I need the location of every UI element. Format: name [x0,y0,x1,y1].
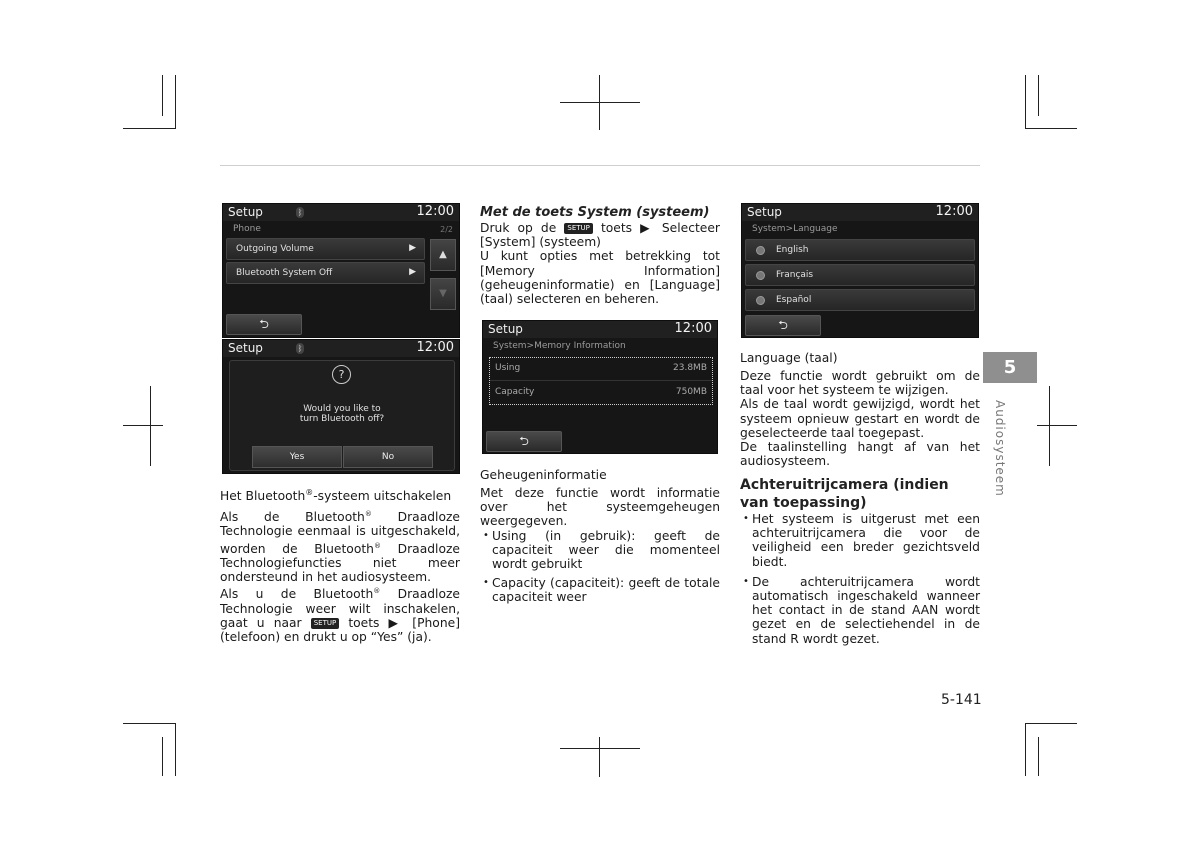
list-item: • Het systeem is uitgerust met een achteruitrijcamera die voor de veiligheid een breder gezichtsveld biedt. [740,512,980,569]
memory-information-screen [482,320,718,454]
text-run: toets ▶ [Phone] (telefoon) en drukt u op “Yes” (ja). [220,615,460,644]
memory-row-label: Capacity [495,387,535,397]
paragraph [220,507,460,584]
paragraph: De taalinstelling hangt af van het audiosysteem. [740,440,980,469]
back-arrow-icon: ⮌ [778,318,788,332]
crop-mark [1025,723,1026,776]
crop-mark [599,75,600,130]
memory-row-label: Using [495,363,521,373]
col2-memory-body [480,486,720,610]
paragraph [220,584,460,644]
list-item: • Capacity (capaciteit): geeft de totale capaciteit weer [480,576,720,604]
setup-key-icon: SETUP [311,618,340,629]
bullet-list [480,529,720,605]
crop-mark [1038,737,1039,776]
language-option-francais[interactable] [745,264,975,286]
chapter-title: Audiosysteem [993,400,1007,497]
no-button[interactable]: No [343,446,433,468]
dialog-message-line: Would you like to [303,404,381,414]
memory-row-value: 23.8MB [673,363,707,373]
list-item: • De achteruitrijcamera wordt automatisch ingeschakeld wanneer het contact in de stand AAN wordt gezet en de selectiehendel in de stand R wordt gezet. [740,575,980,646]
crop-mark [1025,75,1026,128]
text-run: Draadloze Technologie eenmaal is uitgeschakeld, worden de Bluetooth [220,510,460,556]
crop-mark [123,128,176,129]
scroll-down-button[interactable]: ▼ [430,278,456,310]
clock: 12:00 [674,321,712,336]
chevron-right-icon: ▶ [409,243,416,253]
header-rule [220,165,980,166]
question-icon: ? [332,365,351,384]
language-screen [741,203,979,338]
text-run: Als de Bluetooth [220,510,365,525]
screen-subtitle: Phone [233,224,261,234]
dialog-message-line: turn Bluetooth off? [299,414,385,424]
crop-mark [1037,425,1077,426]
text-run: Druk op de [480,221,557,235]
dialog-box [229,360,455,471]
section-heading-camera: Achteruitrijcamera (indien van toepassing) [740,477,949,511]
registered-mark: ® [373,587,381,596]
yes-button[interactable]: Yes [252,446,342,468]
back-button[interactable] [745,315,821,336]
chevron-right-icon: ▶ [409,267,416,277]
language-label: Español [776,295,812,305]
screen-subtitle: System>Language [752,224,838,234]
language-label: Français [776,270,814,280]
memory-info-panel [489,357,713,405]
crop-mark [123,723,176,724]
crop-mark [1025,128,1077,129]
registered-mark: ® [373,541,381,550]
page-indicator: 2/2 [440,225,453,234]
list-item: • Using (in gebruik): geeft de capaciteit weer die momenteel wordt gebruikt [480,529,720,572]
crop-mark [175,75,176,128]
radio-icon [756,296,765,305]
crop-mark [599,737,600,777]
sub-heading-memory: Geheugeninformatie [480,468,607,482]
bullet-list [740,512,980,646]
scroll-up-button[interactable]: ▲ [430,239,456,271]
col2-intro [480,221,720,306]
heading-text: Het Bluetooth [220,489,306,504]
paragraph: Met deze functie wordt informatie over het systeemgeheugen weergegeven. [480,486,720,529]
crop-mark [175,723,176,776]
registered-mark: ® [305,488,314,497]
paragraph [480,221,720,249]
sub-heading-language: Language (taal) [740,351,838,365]
col1-body [220,507,460,644]
page-number: 5-141 [941,692,982,708]
bluetooth-menu-screen [222,203,460,338]
radio-icon [756,246,765,255]
menu-item-label: Outgoing Volume [236,244,314,254]
back-arrow-icon: ⮌ [259,317,269,331]
crop-mark [1025,723,1077,724]
bluetooth-off-dialog-screen [222,339,460,474]
clock: 12:00 [416,204,454,219]
screen-title: Setup [228,205,263,219]
heading-text: -systeem uitschakelen [313,489,452,504]
bluetooth-icon: ᛒ [297,208,303,217]
screen-title: Setup [747,205,782,219]
crop-mark [123,425,163,426]
text-run: Als u de Bluetooth [220,587,374,602]
menu-item-outgoing-volume[interactable] [226,238,425,260]
section-heading-bluetooth-off [220,488,460,503]
crop-mark [162,75,163,116]
crop-mark [560,748,640,749]
screen-subtitle: System>Memory Information [493,341,626,351]
back-arrow-icon: ⮌ [519,434,529,448]
back-button[interactable] [486,431,562,452]
menu-item-label: Bluetooth System Off [236,268,333,278]
registered-mark: ® [364,510,372,518]
text-run: Draadloze Technologie weer wilt inschakelen, gaat u naar [220,587,460,630]
screen-title: Setup [228,341,263,355]
paragraph: Als de taal wordt gewijzigd, wordt het systeem opnieuw gestart en wordt de geselecteerde taal toegepast. [740,397,980,440]
bluetooth-icon: ᛒ [297,344,303,353]
crop-mark [162,737,163,776]
memory-row-using [490,358,712,381]
crop-mark [560,102,640,103]
paragraph: Deze functie wordt gebruikt om de taal voor het systeem te wijzigen. [740,369,980,398]
chapter-number-tab: 5 [983,352,1037,383]
col3-camera-body [740,512,980,651]
col3-language-body [740,369,980,468]
language-option-espanol[interactable] [745,289,975,311]
clock: 12:00 [935,204,973,219]
radio-icon [756,271,765,280]
crop-mark [1049,386,1050,466]
language-label: English [776,245,809,255]
setup-key-icon: SETUP [564,223,593,234]
language-option-english[interactable] [745,239,975,261]
text-run: Draadloze Technologiefuncties niet meer ondersteund in het audiosysteem. [220,541,460,584]
back-button[interactable] [226,314,302,335]
menu-item-bluetooth-system-off[interactable] [226,262,425,284]
screen-title: Setup [488,322,523,336]
memory-row-capacity [490,381,712,403]
text-run: toets ▶ Selecteer [System] (systeem) [480,221,720,250]
dialog-message [230,404,454,424]
clock: 12:00 [416,340,454,355]
memory-row-value: 750MB [675,387,707,397]
section-heading-system: Met de toets System (systeem) [480,205,710,220]
crop-mark [1038,75,1039,116]
paragraph: U kunt opties met betrekking tot [Memory Information] (geheugeninformatie) en [Language] (taal) selecteren en beheren. [480,249,720,307]
crop-mark [150,386,151,466]
